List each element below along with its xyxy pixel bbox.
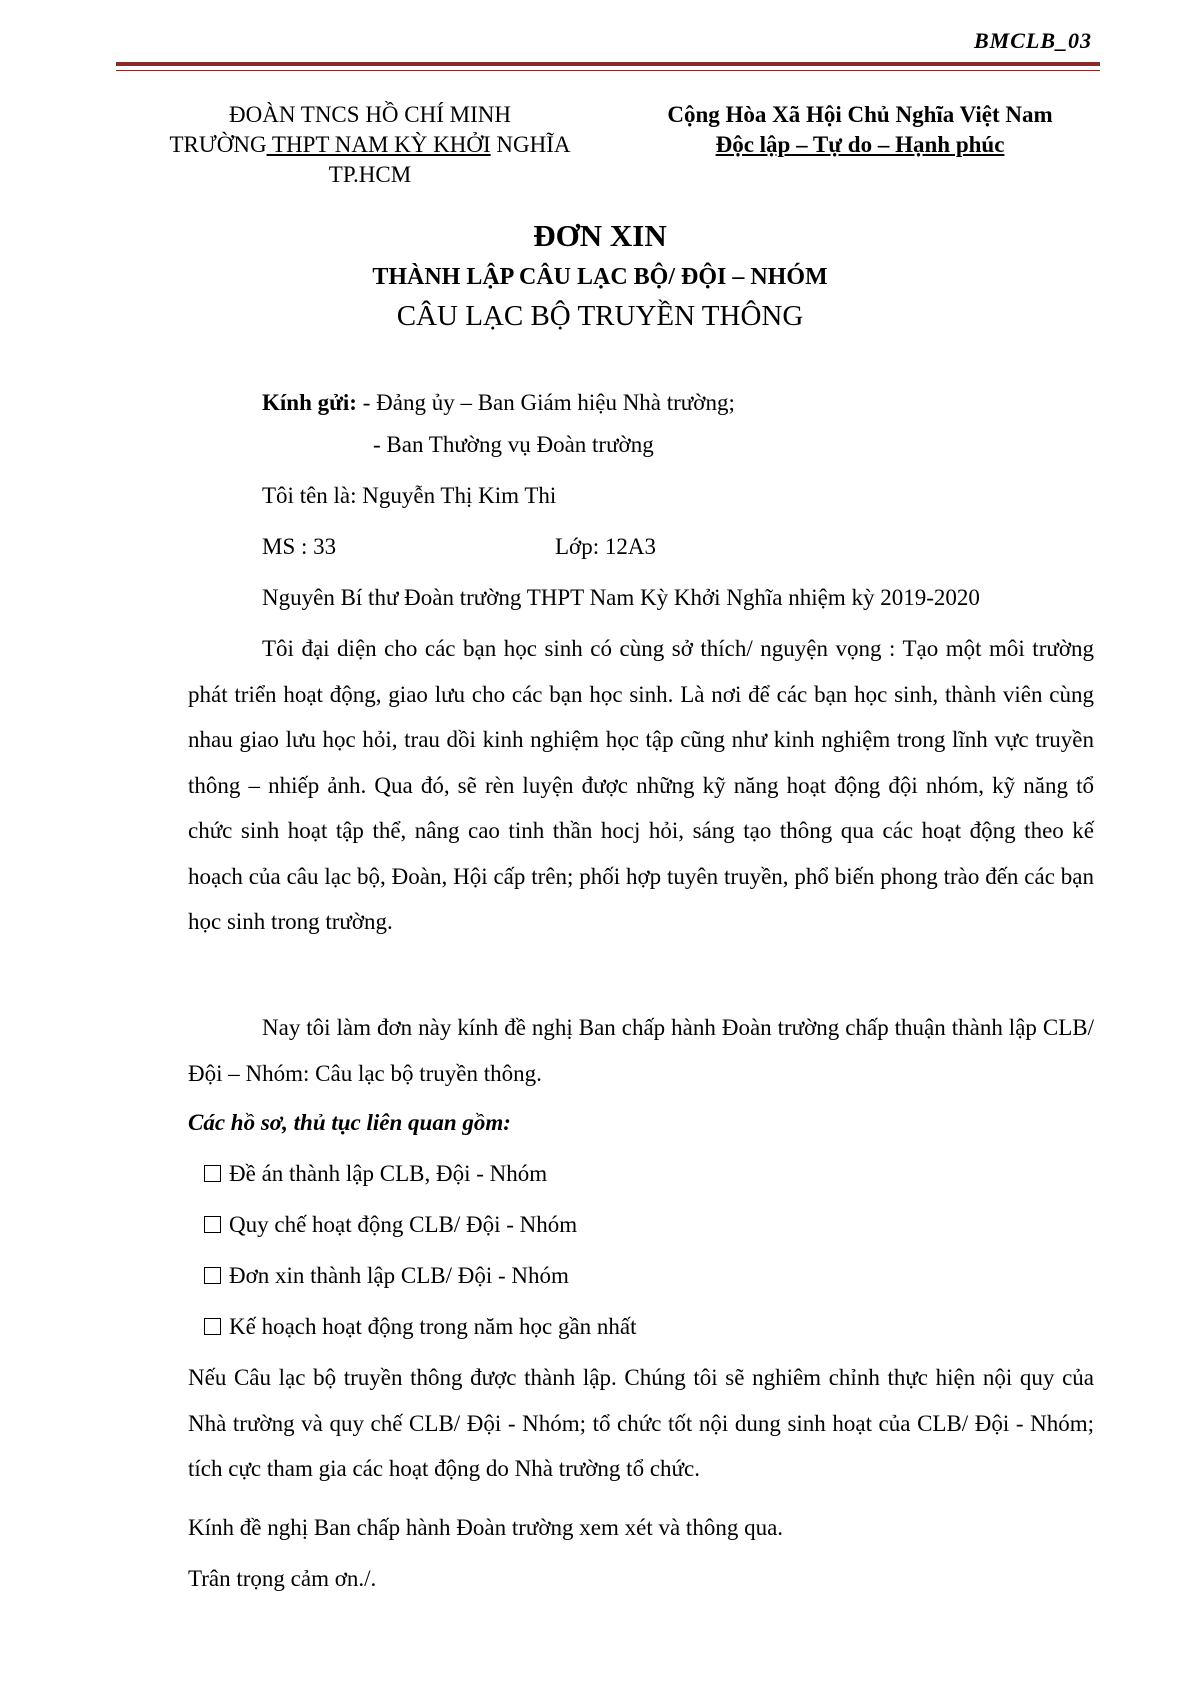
city-name: TP.HCM [328, 162, 412, 187]
document-item [204, 1261, 569, 1291]
form-code: BMCLB_03 [973, 28, 1092, 53]
school-name-suffix: NGHĨA [490, 132, 571, 157]
document-item [204, 1159, 547, 1189]
body-paragraph-1: Tôi đại diện cho các bạn học sinh có cùng sở thích/ nguyện vọng : Tạo một môi trường phát triển hoạt động, giao lưu cho các bạn học sinh. Là nơi để các bạn học sinh, thành viên cùng nhau giao lưu học hỏi, trau dồi kinh nghiệm học tập cũng như kinh nghiệm trong lĩnh vực truyền thông – nhiếp ảnh. Qua đó, sẽ rèn luyện được những kỹ năng hoạt động đội nhóm, kỹ năng tổ chức sinh hoạt tập thể, nâng cao tinh thần hocj hỏi, sáng tạo thông qua các hoạt động theo kế hoạch của câu lạc bộ, Đoàn, Hội cấp trên; phối hợp tuyên truyền, phổ biến phong trào đến các bạn học sinh trong trường. [188, 636, 1094, 934]
closing-line: Trân trọng cảm ơn./. [188, 1566, 377, 1591]
applicant-class: Lớp: 12A3 [555, 534, 656, 559]
country-name: Cộng Hòa Xã Hội Chủ Nghĩa Việt Nam [667, 102, 1053, 127]
body-paragraph-3: Nếu Câu lạc bộ truyền thông được thành lập. Chúng tôi sẽ nghiêm chỉnh thực hiện nội quy của Nhà trường và quy chế CLB/ Đội - Nhóm; tổ chức tốt nội dung sinh hoạt của CLB/ Đội - Nhóm; tích cực tham gia các hoạt động do Nhà trường tổ chức. [188, 1365, 1094, 1481]
header-rule-thin [116, 70, 1100, 71]
document-item-label: Kế hoạch hoạt động trong năm học gần nhất [229, 1314, 637, 1339]
document-item-label: Quy chế hoạt động CLB/ Đội - Nhóm [229, 1212, 578, 1237]
header-rule-thick [116, 62, 1100, 66]
school-name-prefix: TRƯỜNG [169, 132, 267, 157]
document-item-label: Đơn xin thành lập CLB/ Đội - Nhóm [229, 1263, 569, 1288]
checkbox-icon [204, 1318, 221, 1335]
school-name-underlined: THPT NAM KỲ KHỞI [266, 132, 491, 157]
checkbox-icon [204, 1216, 221, 1233]
checkbox-icon [204, 1267, 221, 1284]
applicant-student-id: MS : 33 [262, 534, 337, 559]
applicant-role: Nguyên Bí thư Đoàn trường THPT Nam Kỳ Khởi Nghĩa nhiệm kỳ 2019-2020 [262, 585, 980, 610]
document-item [204, 1312, 637, 1342]
club-name: CÂU LẠC BỘ TRUYỀN THÔNG [396, 300, 804, 332]
org-name: ĐOÀN TNCS HỒ CHÍ MINH [229, 102, 511, 127]
document-title: ĐƠN XIN [533, 218, 667, 253]
national-header [630, 100, 1090, 160]
request-line: Kính đề nghị Ban chấp hành Đoàn trường xem xét và thông qua. [188, 1515, 784, 1540]
document-subtitle: THÀNH LẬP CÂU LẠC BỘ/ ĐỘI – NHÓM [372, 264, 828, 290]
recipient-line-1 [262, 388, 735, 418]
applicant-name: Tôi tên là: Nguyễn Thị Kim Thi [262, 483, 557, 508]
documents-heading: Các hồ sơ, thủ tục liên quan gồm: [188, 1110, 511, 1135]
checkbox-icon [204, 1165, 221, 1182]
recipient-2: - Ban Thường vụ Đoàn trường [373, 432, 654, 457]
document-item [204, 1210, 577, 1240]
organization-header [120, 100, 620, 190]
recipient-1: - Đảng ủy – Ban Giám hiệu Nhà trường; [356, 390, 735, 415]
recipient-label: Kính gửi: [262, 390, 357, 415]
school-name [120, 130, 620, 160]
body-paragraph-2: Nay tôi làm đơn này kính đề nghị Ban chấp hành Đoàn trường chấp thuận thành lập CLB/ Đội – Nhóm: Câu lạc bộ truyền thông. [188, 1015, 1094, 1086]
national-motto: Độc lập – Tự do – Hạnh phúc [715, 132, 1005, 157]
document-item-label: Đề án thành lập CLB, Đội - Nhóm [229, 1161, 548, 1186]
